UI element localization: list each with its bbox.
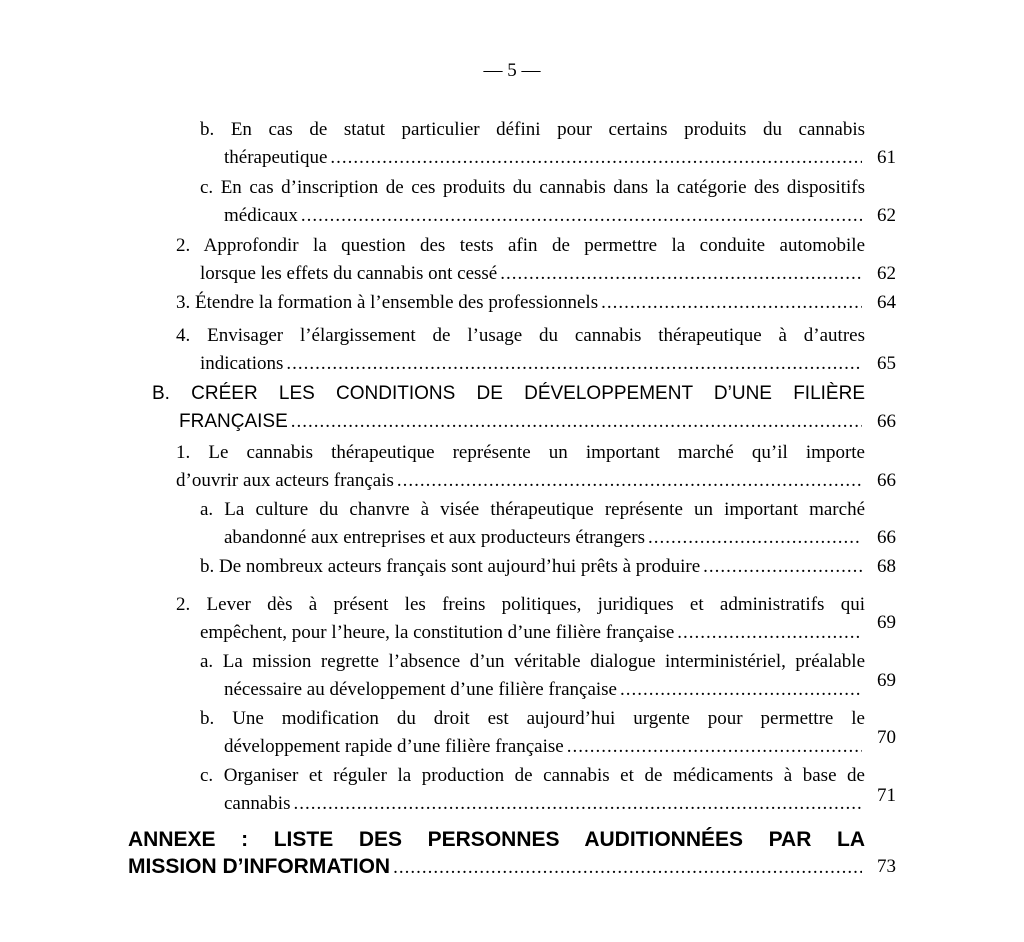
toc-entry-line2: [200, 144, 865, 172]
toc-page-number: 71: [877, 785, 896, 806]
toc-entry-line2: [200, 676, 865, 704]
toc-entry-section[interactable]: [152, 380, 865, 436]
toc-entry[interactable]: [176, 591, 865, 647]
toc-entry-continuation: développement rapide d’une filière française: [224, 736, 564, 757]
toc-page-number: 65: [877, 353, 896, 374]
dot-leader: [648, 524, 862, 552]
toc-page-number: 68: [877, 556, 896, 577]
toc-page-number: 69: [877, 670, 896, 691]
toc-entry[interactable]: [176, 232, 865, 288]
toc-entry-title: 4. Envisager l’élargissement de l’usage du cannabis thérapeutique à d’autres: [176, 325, 865, 346]
toc-entry-continuation: FRANÇAISE: [179, 411, 288, 432]
toc-entry-annex[interactable]: [128, 826, 865, 881]
toc-entry-line2: [200, 790, 865, 818]
toc-entry-title: 1. Le cannabis thérapeutique représente un important marché qu’il importe: [176, 442, 865, 463]
toc-entry-continuation: médicaux: [224, 205, 298, 226]
toc-entry-continuation: indications: [200, 353, 284, 374]
toc-entry-title: a. La mission regrette l’absence d’un véritable dialogue interministériel, préalable: [200, 651, 865, 672]
toc-entry-continuation: lorsque les effets du cannabis ont cessé: [200, 263, 498, 284]
toc-entry-continuation: nécessaire au développement d’une filière française: [224, 679, 617, 700]
toc-page-number: 66: [877, 411, 896, 432]
toc-page-number: 66: [877, 470, 896, 491]
toc-entry-continuation: abandonné aux entreprises et aux producteurs étrangers: [224, 527, 645, 548]
toc-entry-line2: [200, 202, 865, 230]
toc-entry[interactable]: [200, 553, 865, 581]
toc-entry-title: b. Une modification du droit est aujourd’hui urgente pour permettre le: [200, 708, 865, 729]
toc-entry-line2: [200, 733, 865, 761]
toc-page-number: 62: [877, 263, 896, 284]
dot-leader: [291, 408, 862, 436]
toc-entry[interactable]: [200, 174, 865, 230]
toc-page-number: 66: [877, 527, 896, 548]
dot-leader: [620, 676, 862, 704]
toc-page-number: 61: [877, 147, 896, 168]
toc-entry-line2: [176, 289, 865, 317]
toc-entry[interactable]: [200, 762, 865, 818]
toc-entry[interactable]: [200, 496, 865, 552]
toc-page-number: 62: [877, 205, 896, 226]
dot-leader: [293, 790, 862, 818]
toc-page-number: 70: [877, 727, 896, 748]
toc-entry[interactable]: [176, 322, 865, 378]
page-number: — 5 —: [483, 60, 541, 81]
toc-entry-title: b. En cas de statut particulier défini pour certains produits du cannabis: [200, 119, 865, 140]
dot-leader: [500, 260, 862, 288]
dot-leader: [301, 202, 862, 230]
dot-leader: [330, 144, 862, 172]
toc-entry-line2: [176, 350, 865, 378]
dot-leader: [601, 289, 862, 317]
toc-entry-title: b. De nombreux acteurs français sont aujourd’hui prêts à produire: [200, 556, 701, 577]
toc-entry[interactable]: [176, 289, 865, 317]
toc-page-number: 64: [877, 292, 896, 313]
dot-leader: [567, 733, 862, 761]
toc-entry-title: c. Organiser et réguler la production de cannabis et de médicaments à base de: [200, 765, 865, 786]
dot-leader: [703, 553, 862, 581]
toc-entry-line2: [176, 619, 865, 647]
toc-entry-continuation: empêchent, pour l’heure, la constitution d’une filière française: [200, 622, 675, 643]
toc-entry-title: B. CRÉER LES CONDITIONS DE DÉVELOPPEMENT D’UNE FILIÈRE: [152, 383, 865, 404]
toc-entry-line2: [152, 408, 865, 436]
toc-entry-title: ANNEXE : LISTE DES PERSONNES AUDITIONNÉES PAR LA: [128, 828, 865, 851]
toc-entry[interactable]: [200, 705, 865, 761]
toc-entry[interactable]: [176, 439, 865, 495]
toc-page-number: 69: [877, 612, 896, 633]
toc-entry-title: c. En cas d’inscription de ces produits du cannabis dans la catégorie des dispositifs: [200, 177, 865, 198]
dot-leader: [677, 619, 862, 647]
toc-entry[interactable]: [200, 116, 865, 172]
toc-entry-title: 2. Approfondir la question des tests afin de permettre la conduite automobile: [176, 235, 865, 256]
toc-entry-line2: [128, 853, 865, 881]
toc-entry-line2: [200, 524, 865, 552]
toc-entry-title: 2. Lever dès à présent les freins politiques, juridiques et administratifs qui: [176, 594, 865, 615]
toc-entry-title: 3. Étendre la formation à l’ensemble des professionnels: [176, 292, 599, 313]
toc-entry-title: a. La culture du chanvre à visée thérapeutique représente un important marché: [200, 499, 865, 520]
toc-entry-line2: [176, 260, 865, 288]
toc-entry-continuation: MISSION D’INFORMATION: [128, 855, 391, 878]
toc-entry[interactable]: [200, 648, 865, 704]
toc-entry-line2: [176, 467, 865, 495]
dot-leader: [393, 854, 862, 881]
toc-entry-continuation: d’ouvrir aux acteurs français: [176, 470, 394, 491]
dot-leader: [286, 350, 862, 378]
toc-entry-continuation: cannabis: [224, 793, 291, 814]
toc-page-number: 73: [877, 856, 896, 877]
dot-leader: [397, 467, 862, 495]
toc-entry-line2: [200, 553, 865, 581]
toc-entry-continuation: thérapeutique: [224, 147, 328, 168]
